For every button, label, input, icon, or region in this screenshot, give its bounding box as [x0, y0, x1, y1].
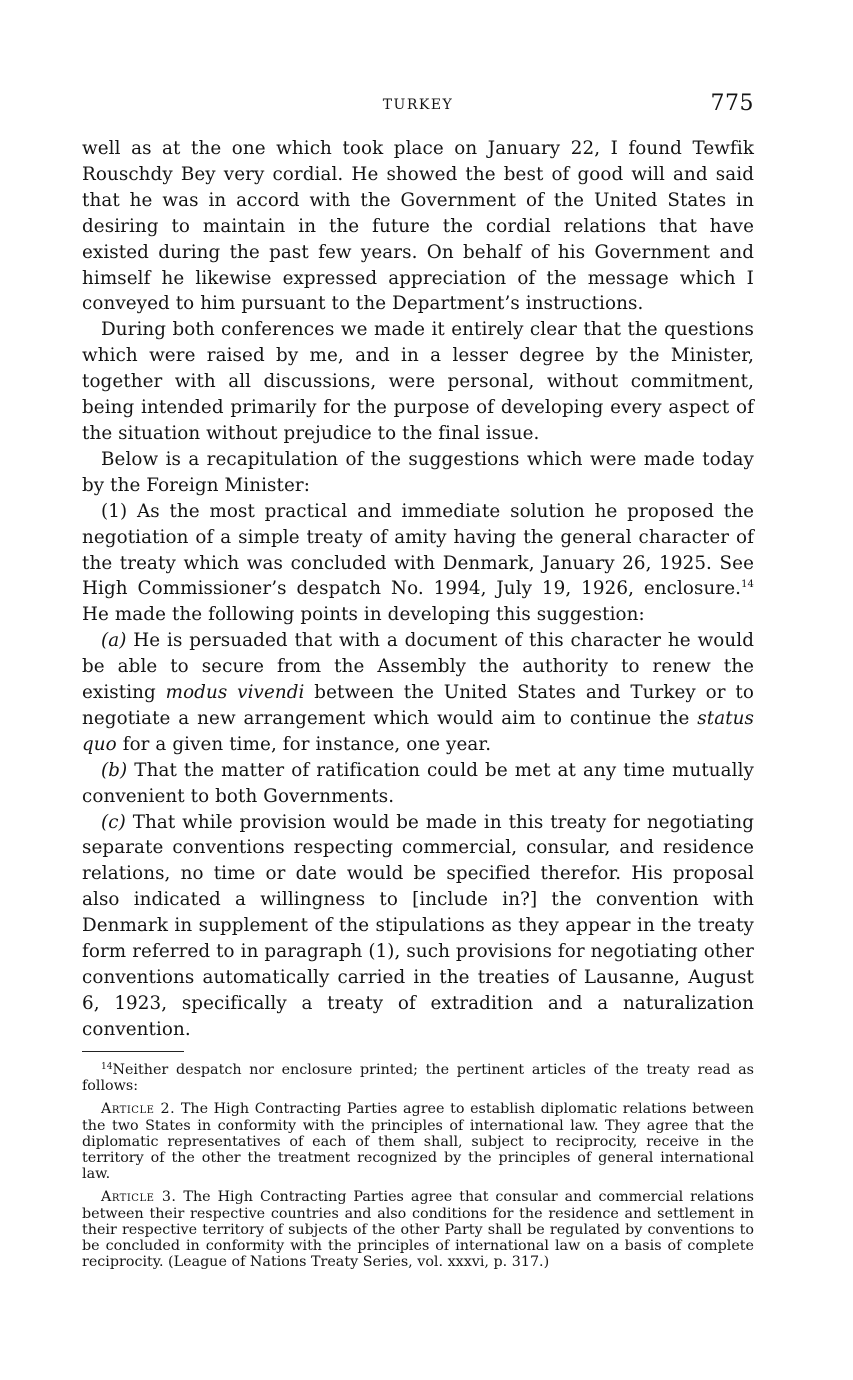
- footnotes: [82, 1062, 754, 1277]
- point-a-italic-modus: modus vivendi: [165, 682, 305, 704]
- running-title: TURKEY: [382, 97, 454, 113]
- footnote-article-2: [82, 1101, 754, 1182]
- article-2-label: Article 2.: [101, 1101, 176, 1118]
- article-2-text: The High Contracting Parties agree to establish diplomatic relations between the two States in conformity with the principles of international law. They agree that the diplomatic representatives of each of them shall, subject to reciprocity, receive in the territory of the other the treatment recognized by the principles of general international law.: [82, 1101, 754, 1183]
- paragraph-suggestion-1: [82, 499, 754, 629]
- point-a-text-3: for a given time, for instance, one year.: [116, 733, 492, 755]
- point-a-text-1: He is persuaded that with a document of this character he would be able to secure from the Assembly the authority to renew the existing: [82, 630, 754, 704]
- page-header: [82, 91, 754, 121]
- paragraph-point-b: [82, 758, 754, 810]
- point-b-label: (b): [101, 759, 128, 781]
- body-text: [82, 136, 754, 1043]
- suggestion-1-text: (1) As the most practical and immediate solution he proposed the negotiation of a simple treaty of amity having the general character of the treaty which was concluded with Denmark, January 26, 1925. See High Commissioner’s despatch No. 1994, July 19, 1926, enclosure.: [82, 500, 754, 600]
- point-c-label: (c): [101, 811, 126, 833]
- point-b-text: That the matter of ratification could be met at any time mutually convenient to both Governments.: [82, 759, 754, 807]
- page-number: 775: [710, 91, 754, 116]
- footnote-article-3: [82, 1189, 754, 1270]
- point-c-text: That while provision would be made in this treaty for negotiating separate conventions respecting commercial, consular, and residence relations, no time or date would be specified therefor. His proposal also indicated a willingness to [include in?] the convention with Denmark in supplement of the stipulations as they appear in the treaty form referred to in paragraph (1), such provisions for negotiating other conventions automatically carried in the treaties of Lausanne, August 6, 1923, specifically a treaty of extradition and a naturalization convention.: [82, 811, 754, 1040]
- paragraph-conferences: During both conferences we made it entirely clear that the questions which were raised by me, and in a lesser degree by the Minister, together with all discussions, were personal, without commitment, being intended primarily for the purpose of developing every aspect of the situation without prejudice to the final issue.: [82, 319, 754, 444]
- point-a-text-2: between the United States and Turkey or to negotiate a new arrangement which would aim to continue the: [82, 682, 754, 729]
- point-a-italic-status: status quo: [82, 707, 754, 755]
- paragraph-recapitulation: Below is a recapitulation of the suggestions which were made today by the Foreign Minister:: [82, 448, 754, 496]
- paragraph-continuation: well as at the one which took place on January 22, I found Tewfik Rouschdy Bey very cordial. He showed the best of good will and said that he was in accord with the Government of the United States in desiring to maintain in the future the cordial relations that have existed during the past few years. On behalf of his Government and himself he likewise expressed appreciation of the message which I conveyed to him pursuant to the Department’s instructions.: [82, 138, 754, 315]
- article-3-text: The High Contracting Parties agree that consular and commercial relations between their respective countries and also conditions for the residence and settlement in their respective territory of subjects of the other Party shall be regulated by conventions to be concluded in conformity with the principles of international law on a basis of complete reciprocity. (League of Nations Treaty Series, vol. xxxvi, p. 317.): [82, 1189, 754, 1271]
- article-3-label: Article 3.: [101, 1189, 177, 1206]
- footnote-mark: 14: [101, 1062, 113, 1072]
- suggestion-1-tail: He made the following points in developing this suggestion:: [82, 604, 645, 626]
- footnote-intro: Neither despatch nor enclosure printed; the pertinent articles of the treaty read as follows:: [82, 1062, 754, 1095]
- footnote-reference: 14: [741, 579, 754, 591]
- paragraph-point-a: [82, 628, 754, 758]
- footnote-divider: [82, 1051, 184, 1052]
- point-a-label: (a): [101, 630, 127, 652]
- footnote-14: [82, 1062, 754, 1094]
- paragraph-point-c: [82, 810, 754, 1043]
